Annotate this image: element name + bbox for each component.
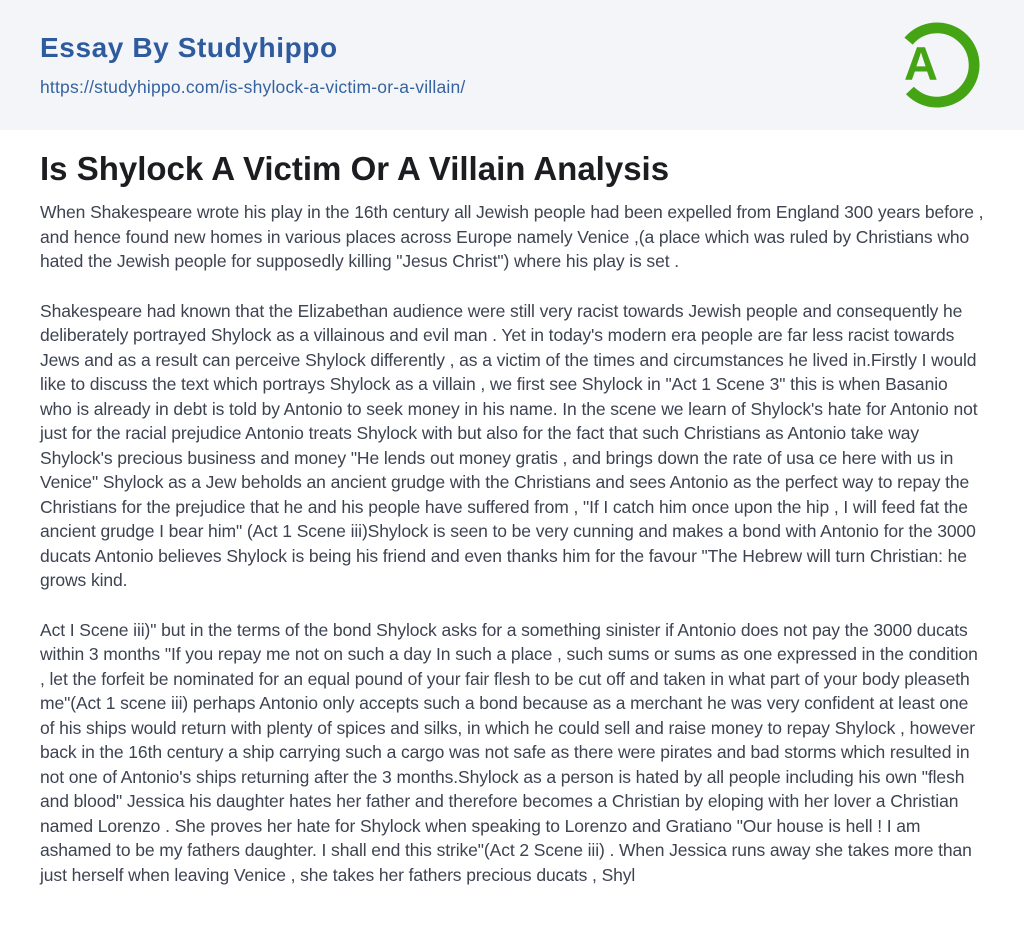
essay-content <box>0 130 1024 942</box>
site-title: Essay By Studyhippo <box>40 32 338 63</box>
essay-paragraph-2: Shakespeare had known that the Elizabethan audience were still very racist towards Jewish people and consequently he deliberately portrayed Shylock as a villainous and evil man . Yet in today's modern era people are far less racist towards Jews and as a result can perceive Shylock differently , as a victim of the times and circumstances he lived in.Firstly I would like to discuss the text which portrays Shylock as a villain , we first see Shylock in "Act 1 Scene 3" this is when Basanio who is already in debt is told by Antonio to seek money in his name. In the scene we learn of Shylock's hate for Antonio not just for the racial prejudice Antonio treats Shylock with but also for the fact that such Christians as Antonio take way Shylock's precious business and money "He lends out money gratis , and brings down the rate of usa ce here with us in Venice" Shylock as a Jew beholds an ancient grudge with the Christians and sees Antonio as the perfect way to repay the Christians for the prejudice that he and his people have suffered from , "If I catch him once upon the hip , I will feed fat the ancient grudge I bear him" (Act 1 Scene iii)Shylock is seen to be very cunning and makes a bond with Antonio for the 3000 ducats Antonio believes Shylock is being his friend and even thanks him for the favour "The Hebrew will turn Christian: he grows kind. <box>40 300 978 590</box>
essay-paragraph-3: Act I Scene iii)" but in the terms of the bond Shylock asks for a something sinister if Antonio does not pay the 3000 ducats within 3 months "If you repay me not on such a day In such a place , such sums or sums as one expressed in the condition , let the forfeit be nominated for an equal pound of your fair flesh to be cut off and taken in what part of your body pleaseth me"(Act 1 scene iii) perhaps Antonio only accepts such a bond because as a merchant he was very confident at least one of his ships would return with plenty of spices and silks, in which he could sell and raise money to repay Shylock , however back in the 16th century a ship carrying such a cargo was not safe as there were pirates and bad storms which resulted in not one of Antonio's ships returning after the 3 months.Shylock as a person is hated by all people including his own "flesh and blood" Jessica his daughter hates her father and therefore becomes a Christian by eloping with her lover a Christian named Lorenzo . She proves her hate for Shylock when speaking to Lorenzo and Gratiano "Our house is hell ! I am ashamed to be my fathers daughter. I shall end this strike"(Act 2 Scene iii) . When Jessica runs away she takes more than just herself when leaving Venice , she takes her fathers precious ducats , Shyl <box>40 619 978 885</box>
site-header <box>0 0 1024 130</box>
essay-source-link[interactable]: https://studyhippo.com/is-shylock-a-victim-or-a-villain/ <box>40 77 466 97</box>
essay-paragraph-1: When Shakespeare wrote his play in the 16th century all Jewish people had been expelled from England 300 years before , and hence found new homes in various places across Europe namely Venice ,(a place which was ruled by Christians who hated the Jewish people for supposedly killing "Jesus Christ") where his play is set . <box>40 202 984 271</box>
studyhippo-logo-icon <box>890 18 984 112</box>
logo-letter: A <box>904 37 938 91</box>
essay-title: Is Shylock A Victim Or A Villain Analysis <box>40 150 670 187</box>
header-text-block <box>40 32 465 98</box>
